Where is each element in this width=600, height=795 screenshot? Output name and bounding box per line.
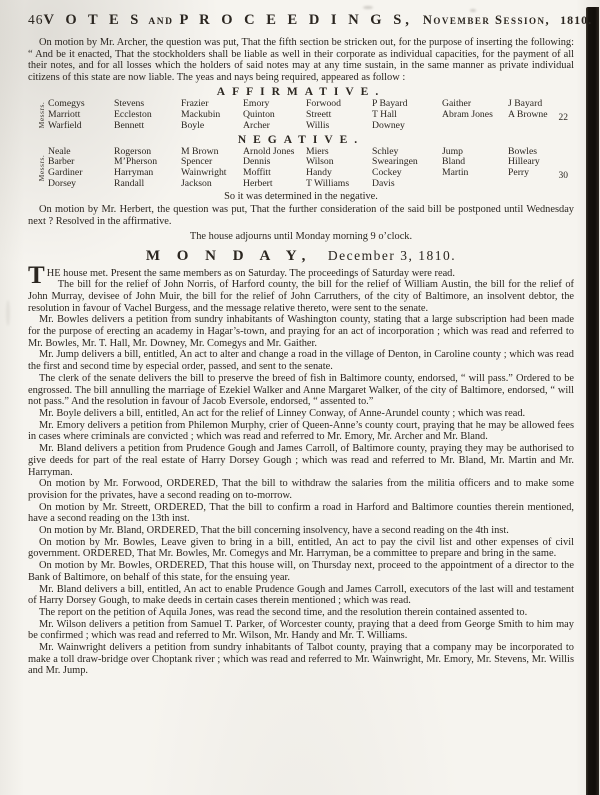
voter-name: Emory bbox=[243, 97, 270, 109]
paragraph-bowles-petition: Mr. Bowles delivers a petition from sundry inhabitants of Washington county, stating that a large subscription had been made for the purpose of erecting an academy in Hagar’s-town, and praying for an act of incorporation ; which was read and referred to Mr. Bowles, Mr. T. Hall, Mr. Downey, Mr. Comegys and Mr. Gaither. bbox=[28, 314, 574, 349]
voter-name: Eccleston bbox=[114, 108, 152, 120]
scan-smudge bbox=[6, 300, 10, 326]
paragraph-motion-bland: On motion by Mr. Bland, ORDERED, That the bill concerning insolvency, have a second reading on the 4th inst. bbox=[39, 525, 509, 537]
voter-name: Abram Jones bbox=[442, 108, 493, 120]
vote-column bbox=[372, 147, 442, 191]
page-header bbox=[28, 11, 593, 29]
scan-edge-artifact bbox=[586, 7, 599, 795]
vote-column bbox=[508, 147, 584, 191]
voter-name: Spencer bbox=[181, 156, 213, 168]
paragraph-wilson-petition: Mr. Wilson delivers a petition from Samuel T. Parker, of Worcester county, praying that a deed from George Smith to him may be confirmed ; which was read and referred to Mr. Wilson, Mr. Handy and Mr. T. Williams. bbox=[28, 618, 574, 642]
monday-date-label: December 3, 1810. bbox=[327, 247, 457, 263]
messrs-label: Messrs. bbox=[36, 154, 46, 182]
adjournment-line: The house adjourns until Monday morning 9 o’clock. bbox=[189, 230, 413, 242]
negative-count: 30 bbox=[558, 171, 568, 182]
voter-name: J Bayard bbox=[508, 97, 543, 109]
vote-result-line: So it was determined in the negative. bbox=[224, 191, 378, 203]
negative-heading: NEGATIVE. bbox=[237, 133, 365, 146]
title-and: AND bbox=[148, 17, 174, 27]
paragraph-motion-bowles-civil-list: On motion by Mr. Bowles, Leave given to bring in a bill, entitled, An act to pay the civil list and other expenses of civil government. ORDERED, That Mr. Bowles, Mr. Comegys and Mr. Harryman, be a committee to prepare and bring in the same. bbox=[28, 536, 574, 560]
voter-name: Hilleary bbox=[508, 156, 540, 168]
drop-cap: T bbox=[28, 261, 45, 289]
vote-column bbox=[306, 147, 372, 191]
paragraph-aquila-jones-report: The report on the petition of Aquila Jones, was read the second time, and the resolution therein contained assented to. bbox=[39, 606, 528, 618]
voter-name: M’Pherson bbox=[114, 156, 158, 168]
voter-name: P Bayard bbox=[372, 97, 408, 109]
paragraph-motion-streett: On motion by Mr. Streett, ORDERED, That the bill to confirm a road in Harford and Baltimore counties therein mentioned, have a second reading on the 13th inst. bbox=[28, 501, 574, 525]
vote-column bbox=[114, 99, 181, 132]
voter-name: Gaither bbox=[442, 97, 472, 109]
voter-name: Jump bbox=[442, 145, 463, 157]
negative-vote-grid bbox=[48, 146, 574, 191]
vote-column bbox=[243, 99, 306, 132]
voter-name: Davis bbox=[372, 178, 395, 190]
voter-name: T Hall bbox=[372, 108, 397, 120]
voter-name: Bowles bbox=[508, 145, 538, 157]
messrs-label: Messrs. bbox=[36, 101, 46, 128]
voter-name: Moffitt bbox=[243, 167, 271, 179]
monday-heading bbox=[28, 248, 574, 265]
voter-name: Stevens bbox=[114, 97, 145, 109]
voter-name: Schley bbox=[372, 145, 399, 157]
voter-name: T Williams bbox=[306, 178, 350, 190]
voter-name: Mackubin bbox=[181, 108, 221, 120]
vote-column bbox=[114, 147, 181, 191]
page-title bbox=[44, 11, 593, 29]
voter-name: A Browne bbox=[508, 108, 548, 120]
paragraph-motion-bowles-bank: On motion by Mr. Bowles, ORDERED, That this house will, on Thursday next, proceed to the appointment of a director to the Bank of Baltimore, on behalf of this state, for the ensuing year. bbox=[28, 560, 574, 583]
voter-name: Cockey bbox=[372, 167, 402, 179]
voter-name: Randall bbox=[114, 178, 145, 190]
affirmative-count: 22 bbox=[558, 112, 568, 123]
paragraph-bland-bill: Mr. Bland delivers a bill, entitled, An act to enable Prudence Gough and James Carroll, executors of the last will and testament of Harry Dorsey Gough, to make deeds in certain cases therein mentioned ; which was read. bbox=[28, 583, 574, 607]
voter-name: Gardiner bbox=[48, 167, 83, 179]
voter-name: Perry bbox=[508, 167, 529, 179]
vote-column bbox=[372, 99, 442, 132]
voter-name: Swearingen bbox=[372, 156, 418, 168]
vote-column bbox=[442, 99, 508, 132]
voter-name: Frazier bbox=[181, 97, 209, 109]
affirmative-heading: AFFIRMATIVE. bbox=[216, 85, 386, 98]
voter-name: Downey bbox=[372, 119, 405, 131]
voter-name: Wainwright bbox=[181, 167, 227, 179]
page-content bbox=[28, 11, 593, 677]
vote-column bbox=[48, 99, 114, 132]
voter-name: Archer bbox=[243, 119, 270, 131]
voter-name: Forwood bbox=[306, 97, 341, 109]
voter-name: Rogerson bbox=[114, 145, 152, 157]
vote-column bbox=[508, 99, 584, 132]
voter-name: Herbert bbox=[243, 178, 273, 190]
voter-name: Dorsey bbox=[48, 178, 76, 190]
page-number: 46 bbox=[28, 12, 44, 27]
paragraph-house-met bbox=[28, 261, 574, 289]
voter-name: Neale bbox=[48, 145, 71, 157]
voter-name: Jackson bbox=[181, 178, 212, 190]
paragraph-emory-petition: Mr. Emory delivers a petition from Philemon Murphy, crier of Queen-Anne’s county court, praying that he may be allowed fees in cases where criminals are convicted ; which was read and referred to Mr. Emory, Mr. Archer and Mr. Bland. bbox=[28, 419, 574, 443]
title-proceedings: P R O C E E D I N G S, bbox=[179, 12, 413, 28]
paragraph-senate-clerk: The clerk of the senate delivers the bill to preserve the breed of fish in Baltimore county, endorsed, “ will pass.” Ordered to be engrossed. The bill annulling the marriage of Ezekiel Walker and Anne Margaret Walker, of the city of Baltimore, endorsed, “ will not pass.” And the resolution in favour of Jacob Eversole, endorsed, “ assented to.” bbox=[28, 372, 574, 408]
vote-column bbox=[181, 147, 243, 191]
paragraph-wainwright-petition: Mr. Wainwright delivers a petition from sundry inhabitants of Talbot county, praying that a company may be incorporated to make a toll draw-bridge over Choptank river ; which was read and referred to Mr. Wainwright, Mr. Emory, Mr. Stevens, Mr. Willis and Mr. Jump. bbox=[28, 642, 574, 677]
paragraph-bills-sent: The bill for the relief of John Norris, of Harford county, the bill for the relief of William Austin, the bill for the relief of John Murray, devisee of John Muir, the bill for the relief of John Carruthers, of the city of Baltimore, an insolvent debtor, the resolution in favour of Vachel Burgess, and the message relative thereto, were sent to the senate. bbox=[28, 279, 574, 314]
voter-name: Boyle bbox=[181, 119, 205, 131]
voter-name: Warfield bbox=[48, 119, 82, 131]
voter-name: Quinton bbox=[243, 108, 275, 120]
voter-name: Harryman bbox=[114, 167, 154, 179]
paragraph-boyle-bill: Mr. Boyle delivers a bill, entitled, An act for the relief of Linney Conway, of Anne-Arundel county ; which was read. bbox=[39, 408, 526, 419]
paragraph-motion-herbert: On motion by Mr. Herbert, the question was put, That the further consideration of the said bill be postponed until Wednesday next ? Resolved in the affirmative. bbox=[28, 204, 574, 227]
affirmative-vote-table bbox=[36, 98, 574, 132]
affirmative-vote-grid bbox=[48, 98, 574, 132]
paragraph-text: HE house met. Present the same members as on Saturday. The proceedings of Saturday were read. bbox=[46, 267, 455, 279]
vote-column bbox=[306, 99, 372, 132]
voter-name: Comegys bbox=[48, 97, 85, 109]
voter-name: Arnold Jones bbox=[243, 145, 295, 157]
paragraph-jump-bill: Mr. Jump delivers a bill, entitled, An act to alter and change a road in the village of Denton, in Caroline county ; which was read the first and second time by especial order, passed, and sent to the senate. bbox=[28, 349, 574, 373]
vote-column bbox=[48, 147, 114, 191]
paragraph-motion-archer: On motion by Mr. Archer, the question was put, That the fifth section be stricken out, for the purpose of inserting the following: “ And be it enacted, That the stockholders shall be liable as well in their corporate as individual capacities, for the payment of all their notes, and for all losses which the holders of said notes may at any time sustain, in the same manner as private individual citizens of this state are now liable. The yeas and nays being required, appeared as follow : bbox=[28, 37, 574, 84]
voter-name: Wilson bbox=[306, 156, 334, 168]
paragraph-motion-forwood: On motion by Mr. Forwood, ORDERED, That the bill to withdraw the salaries from the militia officers and to make some provision for the privates, have a second reading on to-morrow. bbox=[28, 478, 574, 501]
voter-name: Willis bbox=[306, 119, 330, 131]
title-year: 1810. bbox=[560, 13, 593, 27]
voter-name: Miers bbox=[306, 145, 329, 157]
scan-smudge bbox=[363, 6, 373, 9]
monday-day-label: M O N D A Y, bbox=[145, 247, 312, 264]
title-votes: V O T E S bbox=[43, 12, 143, 28]
voter-name: Streett bbox=[306, 108, 332, 120]
voter-name: Martin bbox=[442, 167, 469, 179]
voter-name: Marriott bbox=[48, 108, 81, 120]
voter-name: M Brown bbox=[181, 145, 219, 157]
voter-name: Bland bbox=[442, 156, 466, 168]
negative-vote-table bbox=[36, 146, 574, 191]
voter-name: Handy bbox=[306, 167, 332, 179]
voter-name: Bennett bbox=[114, 119, 145, 131]
voter-name: Barber bbox=[48, 156, 75, 168]
vote-column bbox=[442, 147, 508, 191]
title-session: November Session, bbox=[422, 13, 551, 27]
vote-column bbox=[243, 147, 306, 191]
paragraph-bland-petition: Mr. Bland delivers a petition from Prudence Gough and James Carroll, of Baltimore county, praying they may be authorised to give deeds for part of the real estate of Harry Dorsey Gough ; which was read and referred to Mr. Bland, Mr. Martin and Mr. Harryman. bbox=[28, 443, 574, 478]
vote-column bbox=[181, 99, 243, 132]
voter-name: Dennis bbox=[243, 156, 271, 168]
